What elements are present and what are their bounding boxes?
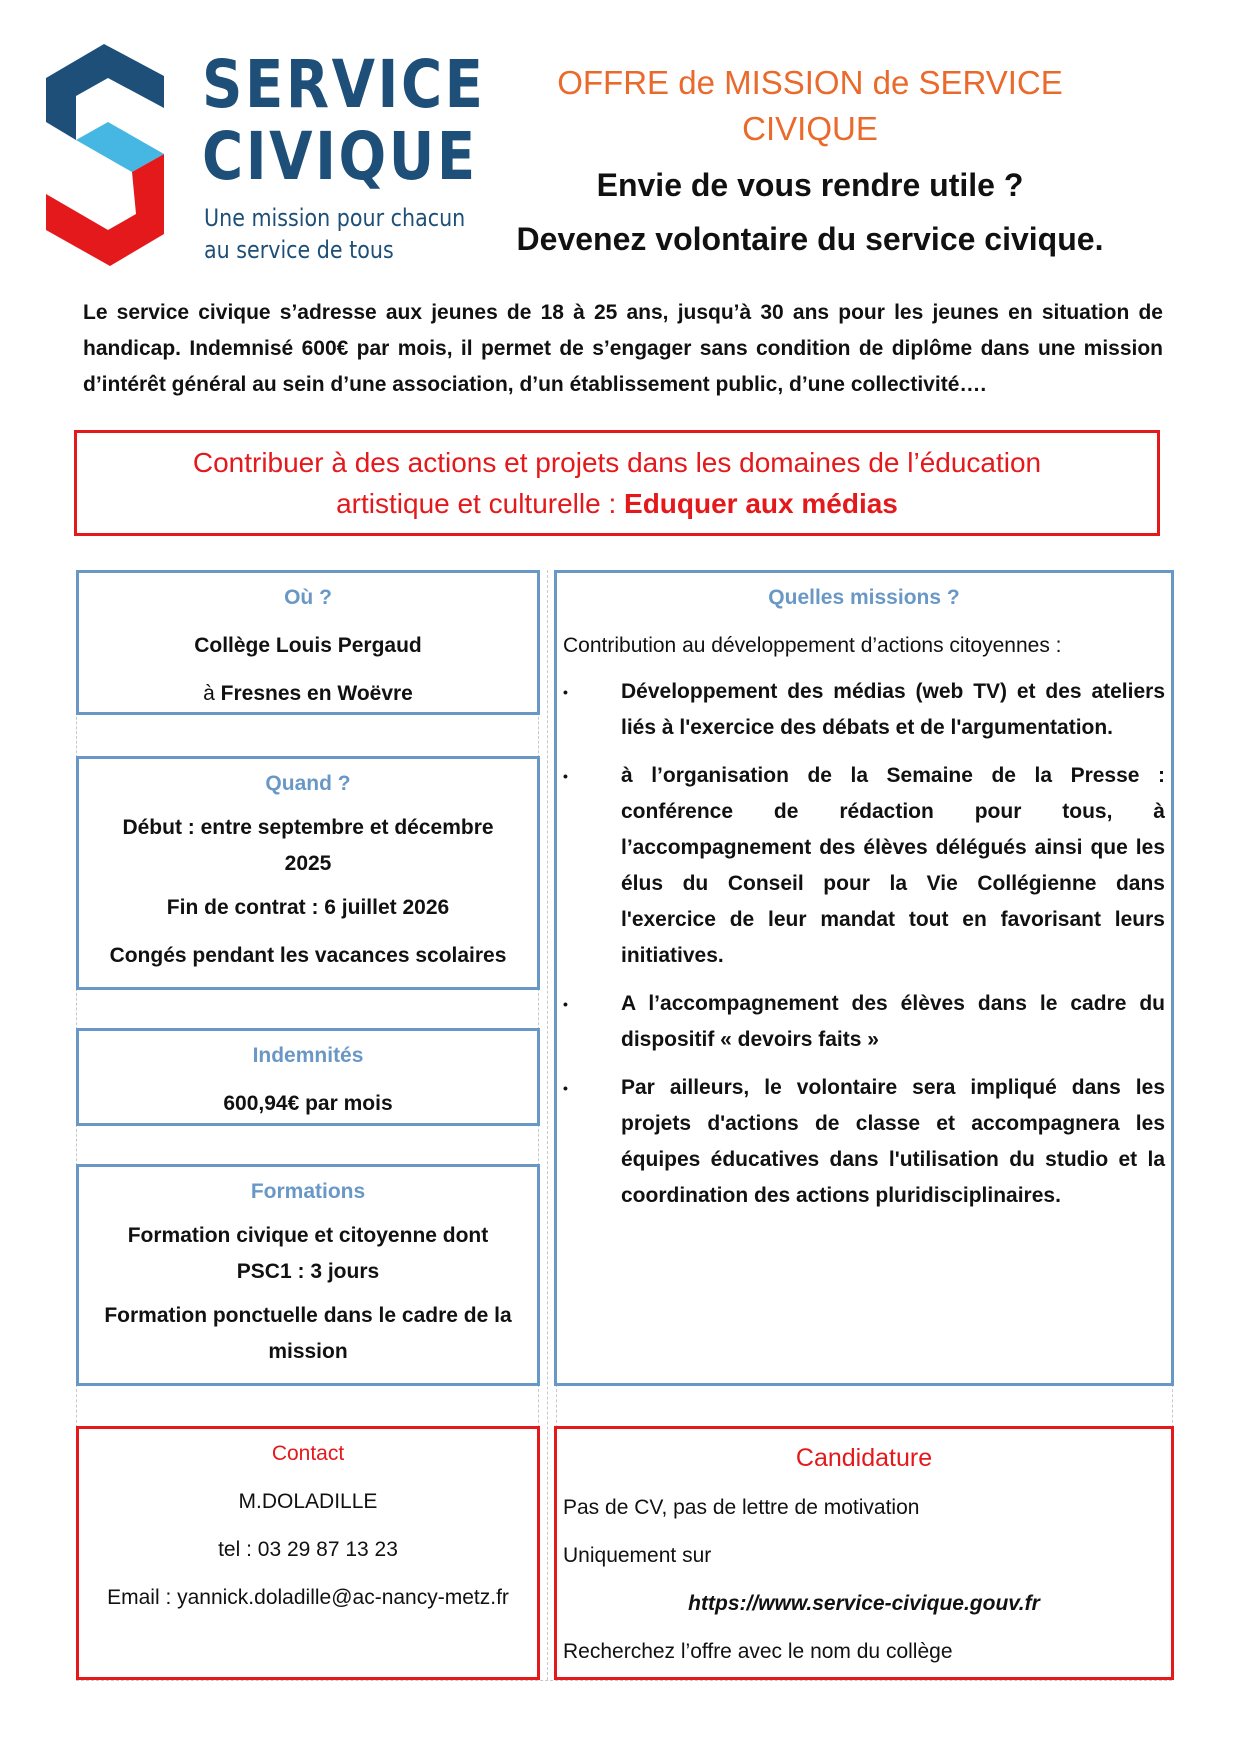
mission-item	[557, 986, 1171, 1058]
training-box	[76, 1164, 540, 1386]
grid-divider	[76, 1124, 77, 1166]
location-town	[85, 676, 531, 712]
allowance-title: Indemnités	[252, 1044, 364, 1067]
grid-divider	[547, 570, 548, 1680]
mission-item	[557, 758, 1171, 974]
dates-end: Fin de contrat : 6 juillet 2026	[166, 896, 450, 919]
missions-box	[554, 570, 1174, 1386]
logo-tagline-line1: Une mission pour chacun	[204, 204, 466, 232]
offer-title: OFFRE de MISSION de SERVICE CIVIQUE	[557, 64, 1063, 147]
application-search-hint: Recherchez l’offre avec le nom du collège	[563, 1640, 953, 1663]
application-box	[554, 1426, 1174, 1680]
training-item-mission: Formation ponctuelle dans le cadre de la mission	[104, 1304, 512, 1363]
banner-line2	[77, 483, 1157, 524]
mission-item-text: A l’accompagnement des élèves dans le cadre du dispositif « devoirs faits »	[621, 992, 1165, 1051]
grid-divider	[538, 1384, 539, 1428]
missions-intro: Contribution au développement d’actions citoyennes :	[563, 634, 1062, 657]
intro-paragraph: Le service civique s’adresse aux jeunes de 18 à 25 ans, jusqu’à 30 ans pour les jeunes en situation de handicap. Indemnisé 600€ par mois, il permet de s’engager sans condition de diplôme dans une mission d’intérêt général au sein d’une association, d’un établissement public, d’une collectivité….	[83, 301, 1163, 396]
contact-name: M.DOLADILLE	[238, 1490, 378, 1513]
banner-line2-prefix: artistique et culturelle :	[336, 488, 625, 519]
application-only-on: Uniquement sur	[563, 1544, 712, 1567]
bullet-icon: •	[563, 768, 568, 784]
grid-divider	[538, 988, 539, 1030]
logo-text-service: SERVICE	[202, 46, 486, 123]
grid-divider	[76, 712, 77, 758]
allowance-box	[76, 1028, 540, 1126]
mission-item-text: Développement des médias (web TV) et des ateliers liés à l'exercice des débats et de l'argumentation.	[621, 680, 1165, 739]
grid-divider	[538, 712, 539, 758]
header-call-to-action: Devenez volontaire du service civique.	[516, 221, 1104, 257]
contact-box	[76, 1426, 540, 1680]
location-title: Où ?	[284, 586, 332, 609]
bullet-icon: •	[563, 684, 568, 700]
application-title: Candidature	[795, 1444, 933, 1472]
banner-highlight: Eduquer aux médias	[624, 488, 898, 519]
logo-text-civique: CIVIQUE	[202, 118, 478, 195]
contact-phone[interactable]: tel : 03 29 87 13 23	[218, 1538, 398, 1561]
bullet-icon: •	[563, 996, 568, 1012]
location-box	[76, 570, 540, 715]
location-town-prefix: à	[203, 682, 221, 705]
mission-item	[557, 674, 1171, 746]
grid-divider	[76, 1680, 1172, 1681]
contact-email[interactable]: Email : yannick.doladille@ac-nancy-metz.fr	[107, 1586, 509, 1609]
application-url-link[interactable]: https://www.service-civique.gouv.fr	[688, 1592, 1040, 1615]
logo-tagline	[204, 202, 465, 266]
dates-start: Début : entre septembre et décembre 2025	[122, 816, 494, 875]
grid-divider	[538, 1124, 539, 1166]
grid-divider	[76, 1384, 77, 1428]
grid-divider	[76, 988, 77, 1030]
application-no-cv: Pas de CV, pas de lettre de motivation	[563, 1496, 920, 1519]
location-town-name: Fresnes en Woëvre	[220, 682, 413, 705]
bullet-icon: •	[563, 1080, 568, 1096]
dates-box	[76, 756, 540, 990]
mission-banner	[74, 430, 1160, 536]
dates-title: Quand ?	[265, 772, 351, 795]
service-civique-logo-mark-icon	[46, 44, 176, 272]
mission-item-text: à l’organisation de la Semaine de la Presse : conférence de rédaction pour tous, à l’accompagnement des élèves délégués ainsi que les élus du Conseil pour la Vie Collégienne dans l'exercice de leur mandat tout en favorisant leurs initiatives.	[621, 764, 1165, 967]
grid-divider	[1172, 1384, 1173, 1428]
header-question: Envie de vous rendre utile ?	[596, 167, 1024, 203]
mission-item	[557, 1070, 1171, 1214]
logo-tagline-line2: au service de tous	[204, 236, 394, 264]
missions-title: Quelles missions ?	[768, 586, 960, 609]
training-item-civic: Formation civique et citoyenne dont PSC1 : 3 jours	[127, 1224, 489, 1283]
dates-holidays: Congés pendant les vacances scolaires	[109, 944, 507, 967]
contact-title: Contact	[271, 1442, 345, 1465]
mission-item-text: Par ailleurs, le volontaire sera impliqué dans les projets d'actions de classe et accompagnera les équipes éducatives dans l'utilisation du studio et la coordination des actions pluridisciplinaires.	[621, 1076, 1165, 1207]
banner-line1: Contribuer à des actions et projets dans les domaines de l’éducation	[192, 447, 1042, 478]
missions-list	[557, 674, 1171, 1214]
grid-divider	[556, 1384, 557, 1428]
location-place: Collège Louis Pergaud	[194, 634, 422, 657]
service-civique-logo	[46, 42, 486, 272]
training-title: Formations	[250, 1180, 366, 1203]
page-header	[490, 60, 1130, 264]
allowance-amount: 600,94€ par mois	[223, 1092, 393, 1115]
